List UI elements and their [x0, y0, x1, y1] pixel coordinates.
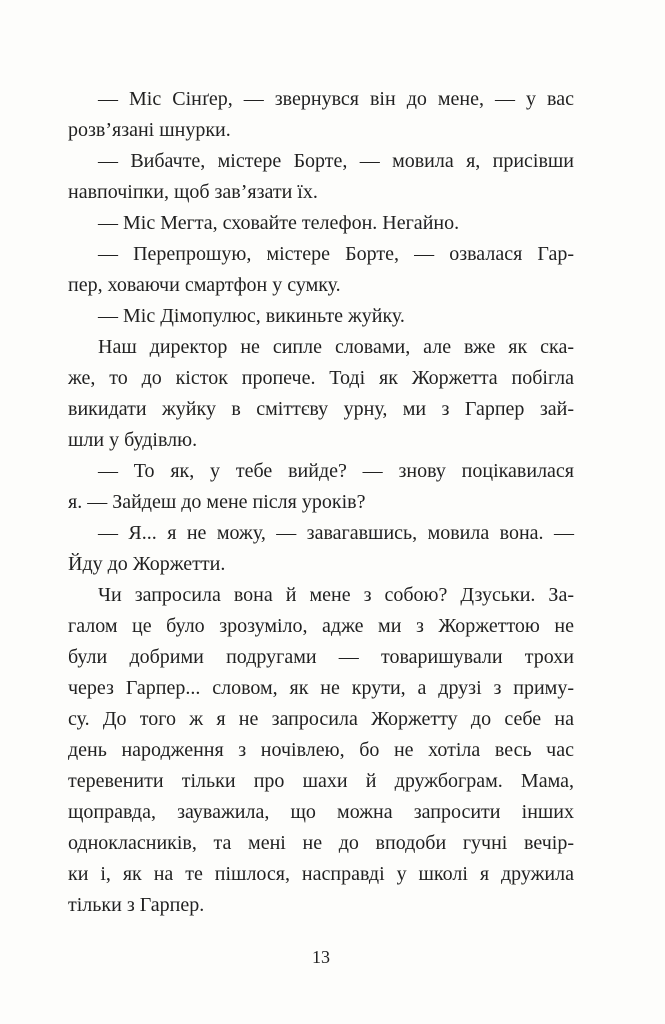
text-line: Йду до Жоржетти. [68, 553, 226, 575]
text-line: — То як, у тебе вийде? — знову поцікавилася [98, 460, 574, 482]
text-line: навпочіпки, щоб зав’язати їх. [68, 181, 318, 203]
text-line: Наш директор не сипле словами, але вже як ска- [98, 336, 574, 358]
text-line: щоправда, зауважила, що можна запросити інших [68, 801, 574, 823]
paragraph [68, 208, 574, 239]
text-line: через Гарпер... словом, як не крути, а друзі з приму- [68, 677, 574, 699]
paragraph [68, 456, 574, 518]
text-line: шли у будівлю. [68, 429, 198, 451]
text-line: день народження з ночівлею, бо не хотіла весь час [68, 739, 574, 761]
paragraph [68, 84, 574, 146]
text-line: — Я... я не можу, — завагавшись, мовила вона. — [98, 522, 574, 544]
text-line: були добрими подругами — товаришували трохи [68, 646, 574, 668]
page-footer [68, 946, 574, 968]
text-line: су. До того ж я не запросила Жоржетту до себе на [68, 708, 574, 730]
paragraph [68, 518, 574, 580]
text-line: я. — Зайдеш до мене після уроків? [68, 491, 366, 513]
text-line: галом це було зрозуміло, адже ми з Жоржеттою не [68, 615, 574, 637]
paragraph [68, 239, 574, 301]
page-number: 13 [312, 947, 330, 967]
paragraph [68, 332, 574, 456]
text-line: — Міс Сінґер, — звернувся він до мене, — у вас [98, 88, 574, 110]
text-line: же, то до кісток пропече. Тоді як Жоржетта побігла [68, 367, 574, 389]
text-line: — Міс Мегта, сховайте телефон. Негайно. [98, 212, 460, 234]
paragraph [68, 146, 574, 208]
text-line: викидати жуйку в сміттєву урну, ми з Гарпер зай- [68, 398, 574, 420]
text-line: однокласників, та мені не до вподоби гучні вечір- [68, 832, 574, 854]
text-line: — Міс Дімопулюс, викиньте жуйку. [98, 305, 405, 327]
text-line: — Перепрошую, містере Борте, — озвалася Гар- [98, 243, 574, 265]
text-line: тільки з Гарпер. [68, 894, 205, 916]
page-body [68, 84, 574, 921]
paragraph [68, 580, 574, 921]
paragraph [68, 301, 574, 332]
text-line: пер, ховаючи смартфон у сумку. [68, 274, 341, 296]
text-line: — Вибачте, містере Борте, — мовила я, присівши [98, 150, 574, 172]
text-line: ки і, як на те пішлося, насправді у школі я дружила [68, 863, 574, 885]
text-line: Чи запросила вона й мене з собою? Дзуськи. За- [98, 584, 574, 606]
text-line: розв’язані шнурки. [68, 119, 231, 141]
text-line: теревенити тільки про шахи й дружбограм. Мама, [68, 770, 574, 792]
